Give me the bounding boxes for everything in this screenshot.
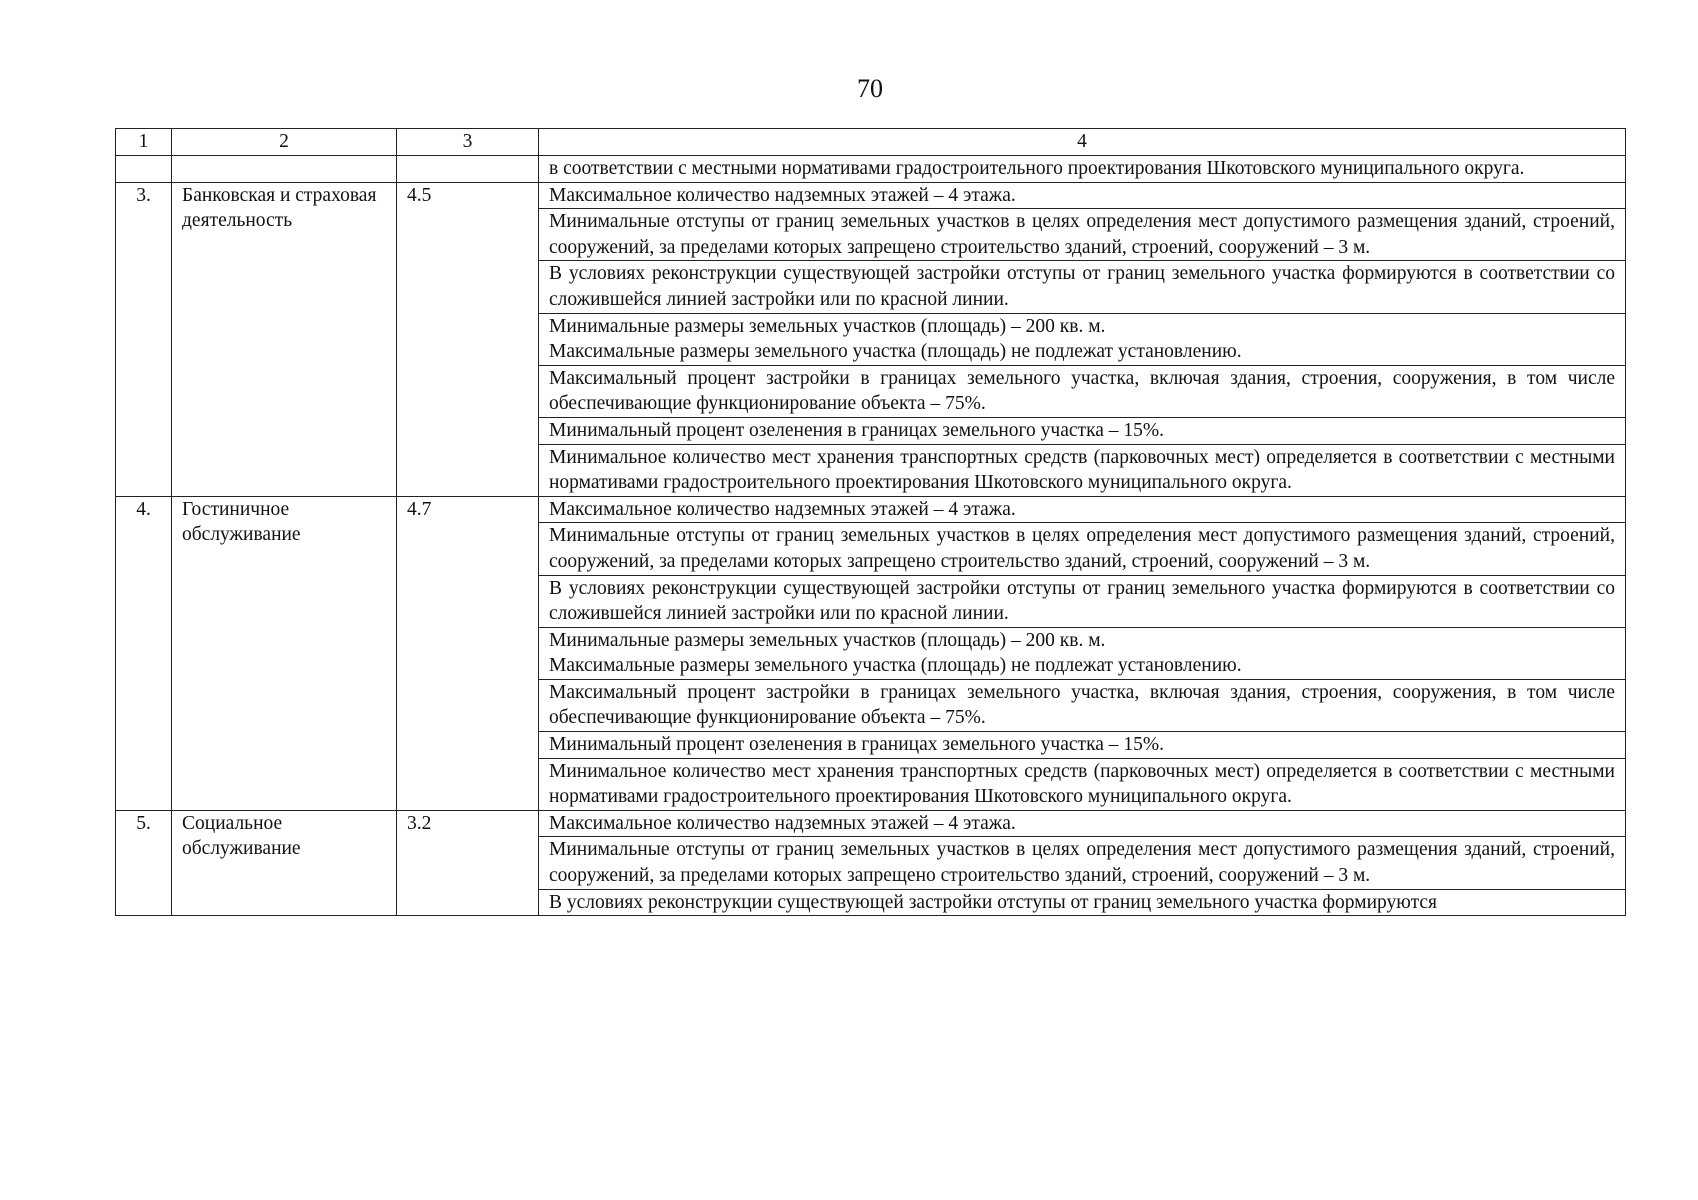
- requirement-text: Минимальные отступы от границ земельных участков в целях определения мест допустимого размещения зданий, строений, сооружений, за пределами которых запрещено строительство зданий, строений, сооружений – 3 м.: [539, 209, 1626, 261]
- table-cell: [397, 156, 539, 183]
- requirement-line: Максимальные размеры земельного участка (площадь) не подлежат установлению.: [549, 341, 1242, 363]
- requirement-text: Минимальный процент озеленения в границах земельного участка – 15%.: [539, 732, 1626, 759]
- requirement-line: Максимальные размеры земельного участка (площадь) не подлежат установлению.: [549, 655, 1242, 677]
- requirement-text: Минимальное количество мест хранения транспортных средств (парковочных мест) определяется в соответствии с местными нормативами градостроительного проектирования Шкотовского муниципального округа.: [539, 444, 1626, 496]
- table-header-row: [116, 129, 1626, 156]
- continuation-text: в соответствии с местными нормативами градостроительного проектирования Шкотовского муниципального округа.: [539, 156, 1626, 183]
- requirement-text: В условиях реконструкции существующей застройки отступы от границ земельного участка формируются в соответствии со сложившейся линией застройки или по красной линии.: [539, 575, 1626, 627]
- row-number: 4.: [116, 496, 172, 810]
- requirement-text: [539, 627, 1626, 679]
- requirement-text: Минимальный процент озеленения в границах земельного участка – 15%.: [539, 417, 1626, 444]
- requirement-line: Минимальные размеры земельных участков (площадь) – 200 кв. м.: [549, 629, 1106, 651]
- table-row: [116, 496, 1626, 523]
- land-use-name: Банковская и страховая деятельность: [172, 182, 397, 496]
- land-use-code: 4.7: [397, 496, 539, 810]
- requirement-text: [539, 313, 1626, 365]
- requirement-text: Максимальное количество надземных этажей – 4 этажа.: [539, 182, 1626, 209]
- requirement-text: Минимальное количество мест хранения транспортных средств (парковочных мест) определяется в соответствии с местными нормативами градостроительного проектирования Шкотовского муниципального округа.: [539, 758, 1626, 810]
- table-row: [116, 156, 1626, 183]
- requirement-text: Минимальные отступы от границ земельных участков в целях определения мест допустимого размещения зданий, строений, сооружений, за пределами которых запрещено строительство зданий, строений, сооружений – 3 м.: [539, 523, 1626, 575]
- land-use-code: 3.2: [397, 810, 539, 915]
- requirement-text: Максимальное количество надземных этажей – 4 этажа.: [539, 496, 1626, 523]
- land-use-table: [115, 128, 1626, 916]
- requirement-text: Максимальный процент застройки в границах земельного участка, включая здания, строения, сооружения, в том числе обеспечивающие функционирование объекта – 75%.: [539, 365, 1626, 417]
- requirement-text: Минимальные отступы от границ земельных участков в целях определения мест допустимого размещения зданий, строений, сооружений, за пределами которых запрещено строительство зданий, строений, сооружений – 3 м.: [539, 837, 1626, 889]
- page-number: 70: [857, 74, 883, 103]
- land-use-name: Гостиничное обслуживание: [172, 496, 397, 810]
- requirement-text: В условиях реконструкции существующей застройки отступы от границ земельного участка формируются: [539, 889, 1626, 916]
- requirement-text: В условиях реконструкции существующей застройки отступы от границ земельного участка формируются в соответствии со сложившейся линией застройки или по красной линии.: [539, 261, 1626, 313]
- column-header: 2: [172, 129, 397, 156]
- land-use-name: Социальное обслуживание: [172, 810, 397, 915]
- row-number: 3.: [116, 182, 172, 496]
- requirement-line: Минимальные размеры земельных участков (площадь) – 200 кв. м.: [549, 315, 1106, 337]
- row-number: 5.: [116, 810, 172, 915]
- column-header: 3: [397, 129, 539, 156]
- table-row: [116, 810, 1626, 837]
- table-cell: [172, 156, 397, 183]
- column-header: 1: [116, 129, 172, 156]
- requirement-text: Максимальное количество надземных этажей – 4 этажа.: [539, 810, 1626, 837]
- column-header: 4: [539, 129, 1626, 156]
- land-use-code: 4.5: [397, 182, 539, 496]
- requirement-text: Максимальный процент застройки в границах земельного участка, включая здания, строения, сооружения, в том числе обеспечивающие функционирование объекта – 75%.: [539, 679, 1626, 731]
- table-row: [116, 182, 1626, 209]
- table-cell: [116, 156, 172, 183]
